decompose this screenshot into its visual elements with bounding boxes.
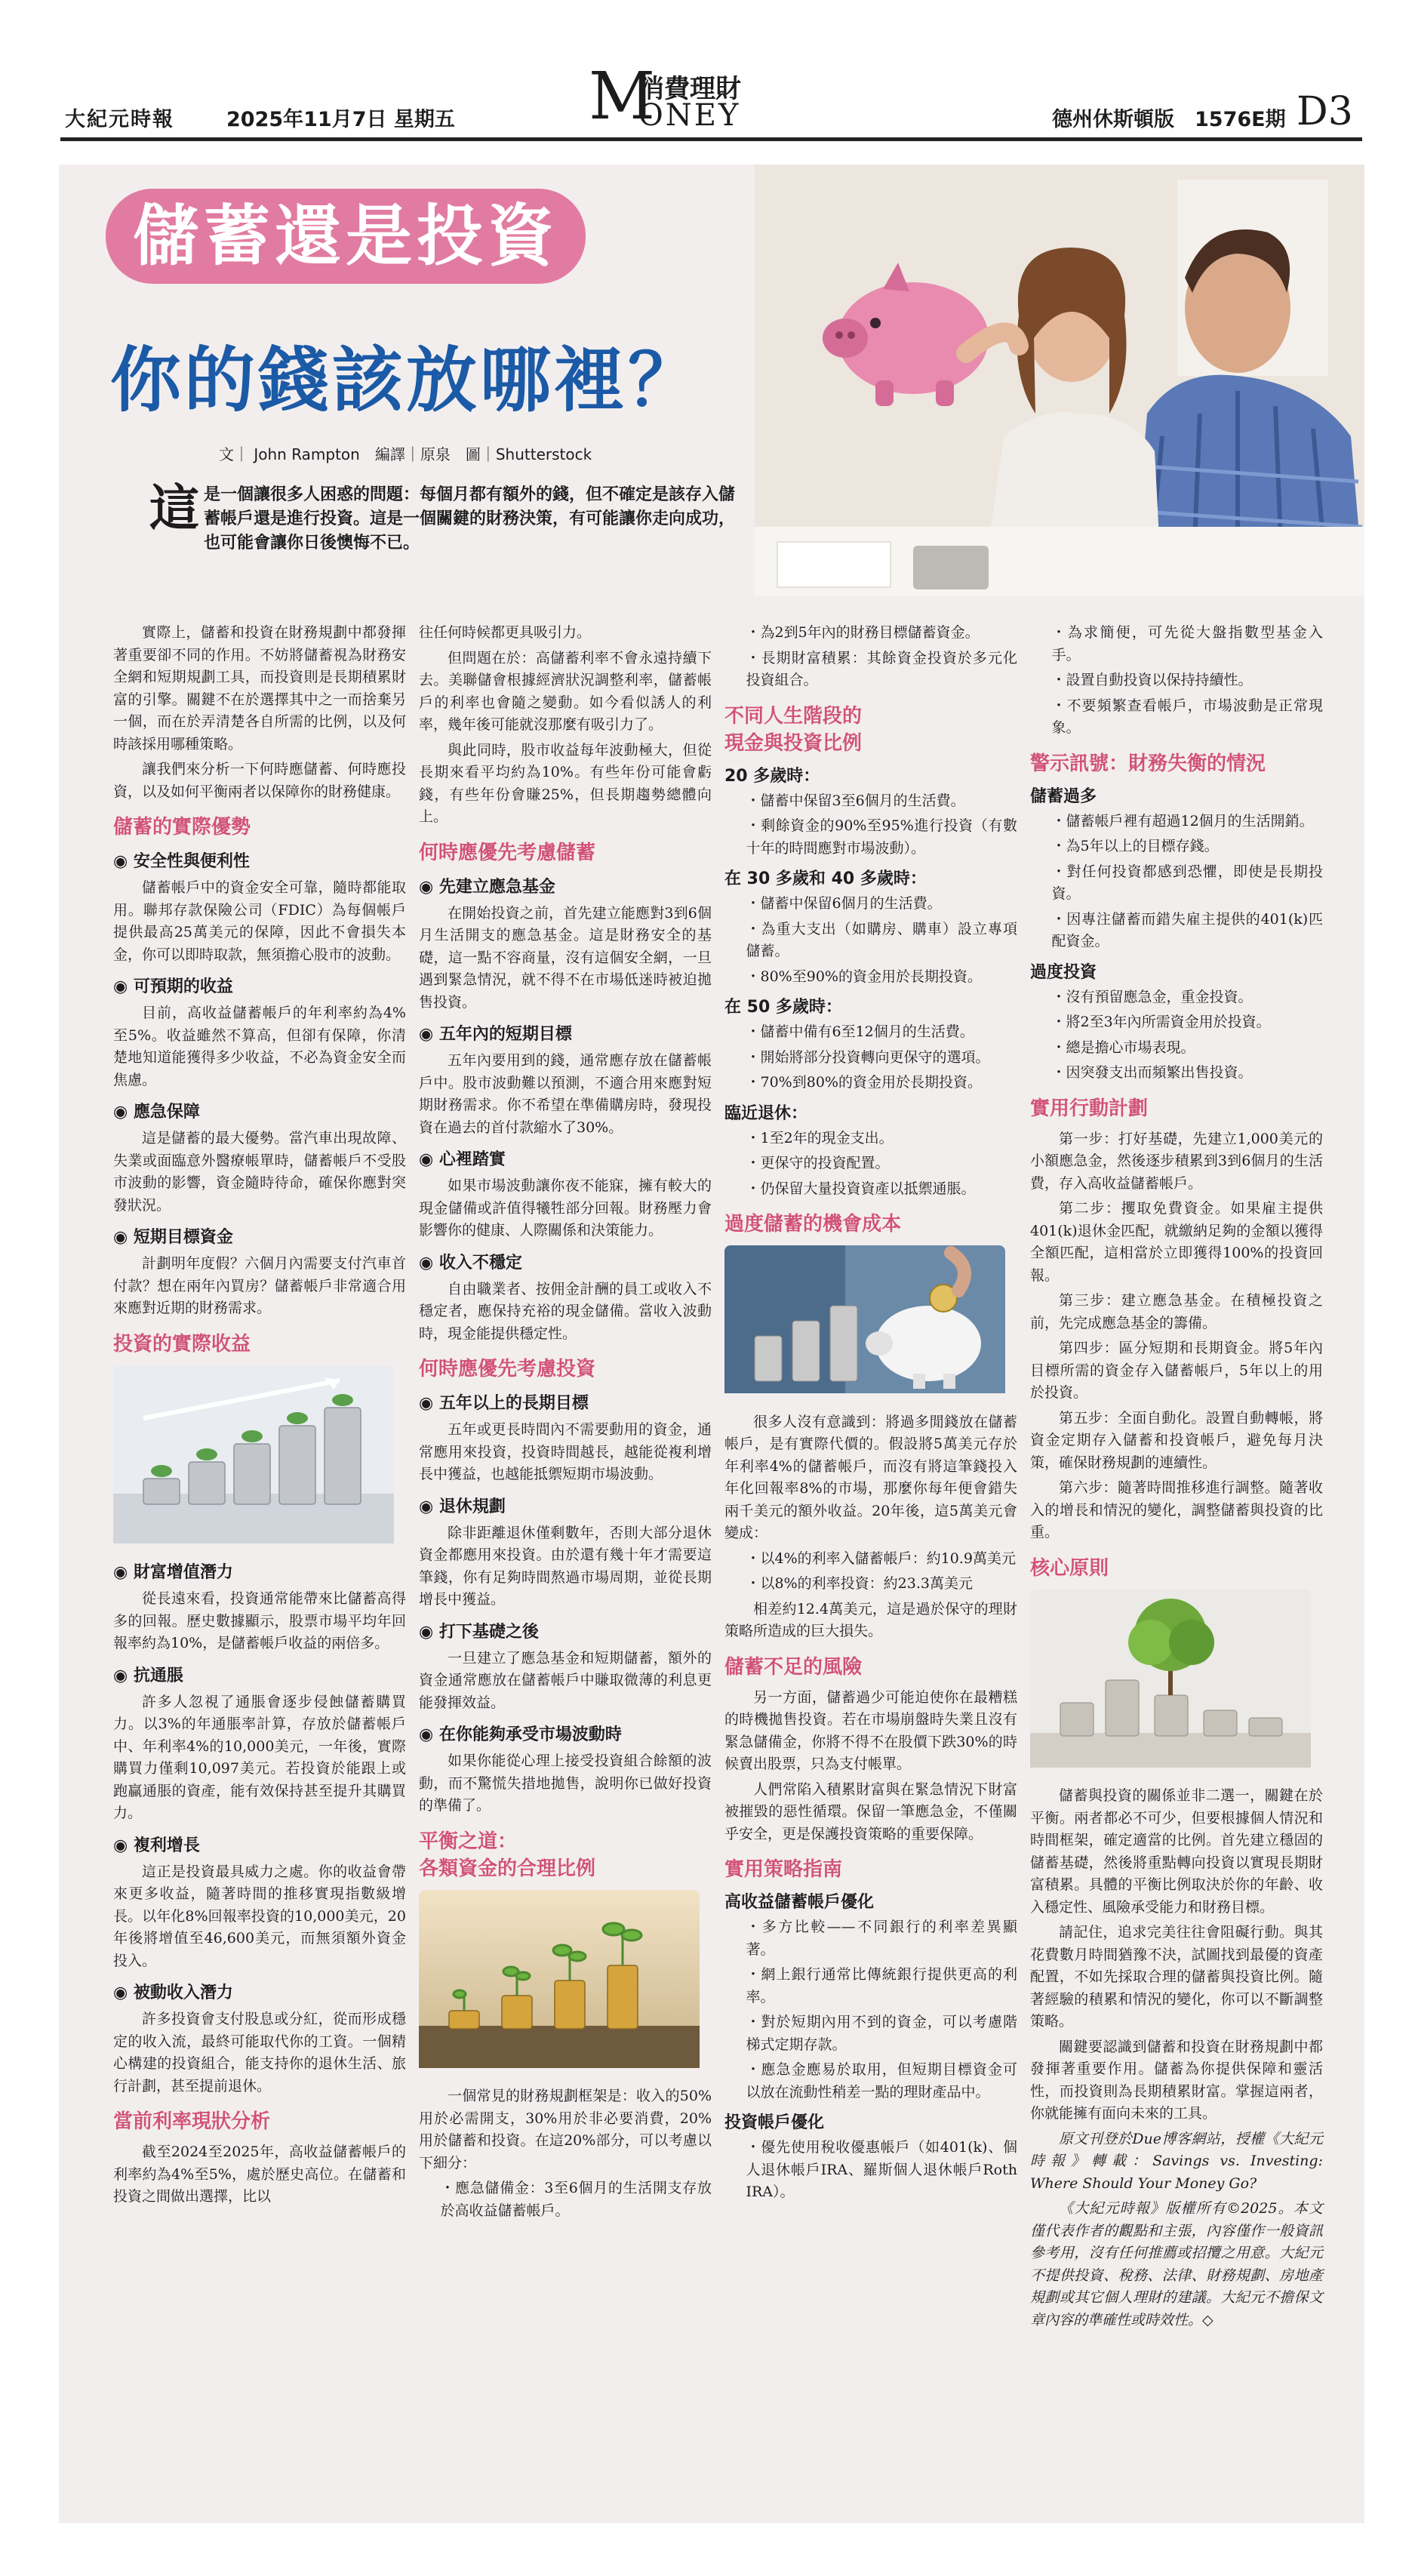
byline: 文｜ John Rampton 編譯｜原泉 圖｜Shutterstock <box>219 445 592 463</box>
paragraph: 除非距離退休僅剩數年，否則大部分退休資金都應用來投資。由於還有幾十年才需要這筆錢，你有足夠時間熬過市場周期，並從長期增長中獲益。 <box>419 1524 712 1608</box>
bullet-item: ・因突發支出而頻繁出售投資。 <box>1051 1064 1253 1081</box>
bullet-item: ・為2到5年內的財務目標儲蓄資金。 <box>746 624 980 641</box>
paragraph: 儲蓄與投資的關係並非二選一，關鍵在於平衡。兩者都必不可少，但要根據個人情況和時間框架，確定適當的比例。首先建立穩固的儲蓄基礎，然後將重點轉向投資以實現長期財富積累。具體的平衡比例取決於你的年齡、收入穩定性、風險承受能力和財務目標。 <box>1030 1787 1323 1916</box>
bullet-item: ・優先使用稅收優惠帳戶（如401(k)、個人退休帳戶IRA、羅斯個人退休帳戶Roth IRA）。 <box>746 2139 1017 2200</box>
subheading: ◉ 退休規劃 <box>419 1497 506 1516</box>
bullet-item: ・以8%的利率投資：約23.3萬美元 <box>746 1575 973 1592</box>
bullet-item: ・儲蓄中保留6個月的生活費。 <box>746 895 942 912</box>
paragraph: 這正是投資最具威力之處。你的收益會帶來更多收益，隨著時間的推移實現指數級增長。以年化8%回報率投資的10,000美元，20年後將增值至46,600美元，而無須額外資金投入。 <box>113 1863 406 1969</box>
subheading: ◉ 複利增長 <box>113 1836 200 1855</box>
paragraph: 第二步：攫取免費資金。如果雇主提供401(k)退休金匹配，就繳納足夠的金額以獲得全額匹配，這相當於立即獲得100%的投資回報。 <box>1030 1200 1323 1284</box>
paragraph: 實際上，儲蓄和投資在財務規劃中都發揮著重要卻不同的作用。不妨將儲蓄視為財務安全網和短期規劃工具，而投資則是長期積累財富的引擎。關鍵不在於選擇其中之一而捨棄另一個，而在於弄清楚各自所需的比例，以及何時該採用哪種策略。 <box>113 624 406 752</box>
bullet-item: ・儲蓄中備有6至12個月的生活費。 <box>746 1023 974 1040</box>
paragraph: 讓我們來分析一下何時應儲蓄、何時應投資，以及如何平衡兩者以保障你的財務健康。 <box>113 761 406 800</box>
paragraph: 計劃明年度假？六個月內需要支付汽車首付款？想在兩年內買房？儲蓄帳戶非常適合用來應對近期的財務需求。 <box>113 1255 406 1316</box>
bullet-item: ・為求簡便，可先從大盤指數型基金入手。 <box>1051 624 1323 663</box>
subheading: ◉ 財富增值潛力 <box>113 1563 233 1582</box>
section-heading: 平衡之道： <box>419 1830 518 1853</box>
bullet-item: ・長期財富積累：其餘資金投資於多元化投資組合。 <box>746 649 1017 688</box>
paragraph: 在開始投資之前，首先建立能應對3到6個月生活開支的應急基金。這是財務安全的基礎，這一點不容商量，沒有這個安全網，一旦遇到緊急情況，就不得不在市場低迷時被迫拋售投資。 <box>419 904 712 1011</box>
article-column-4 <box>1030 622 1323 2334</box>
section-heading: 何時應優先考慮儲蓄 <box>419 841 596 864</box>
group-heading: 高收益儲蓄帳戶優化 <box>724 1893 875 1912</box>
masthead <box>0 0 1415 136</box>
section-heading: 警示訊號：財務失衡的情況 <box>1030 752 1266 775</box>
bullet-item: ・1至2年的現金支出。 <box>746 1129 894 1146</box>
paragraph: 目前，高收益儲蓄帳戶的年利率約為4%至5%。收益雖然不算高，但卻有保障，你清楚地知道能獲得多少收益，不必為資金安全而焦慮。 <box>113 1005 406 1088</box>
bullet-item: ・以4%的利率入儲蓄帳戶：約10.9萬美元 <box>746 1550 1016 1567</box>
masthead-rule <box>60 137 1362 141</box>
tree-coins-photo <box>1030 1590 1311 1775</box>
paragraph: 第一步：打好基礎，先建立1,000美元的小額應急金，然後逐步積累到3到6個月的生活費，存入高收益儲蓄帳戶。 <box>1030 1130 1323 1192</box>
seedlings-photo <box>419 1890 700 2076</box>
paragraph: 從長遠來看，投資通常能帶來比儲蓄高得多的回報。歷史數據顯示，股票市場平均年回報率約為10%，是儲蓄帳戶收益的兩倍多。 <box>113 1590 406 1651</box>
article-column-1 <box>113 622 406 2211</box>
subheading: ◉ 五年內的短期目標 <box>419 1025 572 1044</box>
subheading: ◉ 短期目標資金 <box>113 1228 233 1247</box>
section-heading: 現金與投資比例 <box>724 731 863 755</box>
bullet-item: ・對於短期內用不到的資金，可以考慮階梯式定期存款。 <box>746 2014 1017 2053</box>
group-heading: 儲蓄過多 <box>1030 786 1097 806</box>
bullet-item: ・對任何投資都感到恐懼，即使是長期投資。 <box>1051 863 1323 902</box>
section-heading: 實用策略指南 <box>724 1858 843 1881</box>
page-number: D3 <box>1297 89 1353 134</box>
headline-primary: 儲蓄還是投資 <box>106 189 586 284</box>
publication-date: 2025年11月7日 星期五 <box>226 108 455 131</box>
bullet-item: ・為5年以上的目標存錢。 <box>1051 838 1219 854</box>
section-heading: 儲蓄不足的風險 <box>724 1655 863 1679</box>
paragraph: 自由職業者、按佣金計酬的員工或收入不穩定者，應保持充裕的現金儲備。當收入波動時，現金能提供穩定性。 <box>419 1280 712 1342</box>
edition-label: 德州休斯頓版 1576E期 <box>1052 108 1286 131</box>
bullet-item: ・80%至90%的資金用於長期投資。 <box>746 968 982 985</box>
money-tree-illustration <box>1030 1590 1311 1768</box>
section-heading: 儲蓄的實際優勢 <box>113 816 251 839</box>
bullet-item: ・網上銀行通常比傳統銀行提供更高的利率。 <box>746 1966 1017 2005</box>
article-column-3 <box>724 622 1017 2207</box>
bullet-item: ・應急金應易於取用，但短期目標資金可以放在流動性稍差一點的理財產品中。 <box>746 2061 1017 2101</box>
subheading: ◉ 五年以上的長期目標 <box>419 1394 589 1413</box>
bullet-item: ・70%到80%的資金用於長期投資。 <box>746 1074 982 1091</box>
piggy-bank-coins-illustration <box>724 1245 1005 1393</box>
group-heading: 在 30 多歲和 40 多歲時： <box>724 869 927 888</box>
paragraph: 截至2024至2025年，高收益儲蓄帳戶的利率約為4%至5%，處於歷史高位。在儲蓄和投資之間做出選擇，比以 <box>113 2144 406 2205</box>
paragraph: 如果市場波動讓你夜不能寐，擁有較大的現金儲備或許值得犧牲部分回報。財務壓力會影響你的健康、人際關係和決策能力。 <box>419 1177 712 1239</box>
bullet-item: ・應急儲備金：3至6個月的生活開支存放於高收益儲蓄帳戶。 <box>440 2180 712 2219</box>
paragraph: 第五步：全面自動化。設置自動轉帳，將資金定期存入儲蓄和投資帳戶，避免每月決策，確保財務規劃的連續性。 <box>1030 1409 1323 1471</box>
paragraph: 但問題在於：高儲蓄利率不會永遠持續下去。美聯儲會根據經濟狀況調整利率，儲蓄帳戶的利率也會隨之變動。如今看似誘人的利率，幾年後可能就沒那麼有吸引力了。 <box>419 649 712 733</box>
section-heading: 不同人生階段的 <box>724 704 863 728</box>
section-heading: 何時應優先考慮投資 <box>419 1358 596 1380</box>
group-heading: 臨近退休： <box>724 1103 808 1123</box>
seedling-coins-illustration <box>419 1890 700 2068</box>
paragraph: 許多人忽視了通脹會逐步侵蝕儲蓄購買力。以3%的年通脹率計算，存放於儲蓄帳戶中、年利率4%的10,000美元，一年後，實際購買力僅剩10,097美元。若投資於能跟上或跑贏通脹的資產，能有效保持甚至提升其購買力。 <box>113 1693 406 1821</box>
lede-paragraph <box>149 479 738 556</box>
group-heading: 20 多歲時： <box>724 766 820 786</box>
section-heading: 當前利率現狀分析 <box>113 2110 271 2133</box>
section-name-cn: 消費理財 <box>638 74 741 104</box>
group-heading: 投資帳戶優化 <box>724 2113 825 2132</box>
section-heading: 核心原則 <box>1030 1556 1109 1580</box>
bullet-item: ・儲蓄中保留3至6個月的生活費。 <box>746 792 965 809</box>
paragraph: 五年或更長時間內不需要動用的資金，通常應用來投資，投資時間越長，越能從複利增長中獲益，也越能抵禦短期市場波動。 <box>419 1421 712 1482</box>
couple-piggy-bank-illustration <box>755 165 1364 596</box>
section-heading: 各類資金的合理比例 <box>419 1857 596 1880</box>
bullet-item: ・設置自動投資以保持持續性。 <box>1051 672 1253 688</box>
subheading: ◉ 抗通脹 <box>113 1666 183 1685</box>
group-heading: 在 50 多歲時： <box>724 998 842 1017</box>
bullet-item: ・不要頻繁查看帳戶，市場波動是正常現象。 <box>1051 697 1323 736</box>
bullet-item: ・更保守的投資配置。 <box>746 1155 890 1171</box>
subheading: ◉ 打下基礎之後 <box>419 1622 539 1642</box>
subheading: ◉ 應急保障 <box>113 1103 200 1122</box>
subheading: ◉ 在你能夠承受市場波動時 <box>419 1725 622 1744</box>
subheading: ◉ 被動收入潛力 <box>113 1984 233 2002</box>
section-name-en: ONEY <box>638 98 741 133</box>
subheading: ◉ 收入不穩定 <box>419 1253 522 1273</box>
section-heading: 投資的實際收益 <box>113 1332 251 1356</box>
coin-growth-illustration <box>113 1365 394 1543</box>
bullet-item: ・沒有預留應急金，重金投資。 <box>1051 988 1253 1005</box>
drop-cap: 這 <box>149 479 199 537</box>
bullet-item: ・將2至3年內所需資金用於投資。 <box>1051 1014 1271 1030</box>
paragraph: 與此同時，股市收益每年波動極大，但從長期來看平均約為10%。有些年份可能會虧錢，有些年份會賺25%，但長期趨勢總體向上。 <box>419 741 712 825</box>
headline-secondary: 你的錢該放哪裡？ <box>110 340 703 422</box>
piggy-coins-photo <box>724 1245 1005 1401</box>
paragraph: 這是儲蓄的最大優勢。當汽車出現故障、失業或面臨意外醫療帳單時，儲蓄帳戶不受股市波動的影響，資金隨時待命，確保你應對突發狀況。 <box>113 1130 406 1214</box>
paragraph: 相差約12.4萬美元，這是過於保守的理財策略所造成的巨大損失。 <box>724 1600 1017 1639</box>
section-heading: 實用行動計劃 <box>1030 1097 1149 1120</box>
paragraph: 往任何時候都更具吸引力。 <box>419 624 592 641</box>
paragraph: 人們常陷入積累財富與在緊急情況下財富被摧毀的惡性循環。保留一筆應急金，不僅關乎安全，更是保護投資策略的重要保障。 <box>724 1780 1017 1842</box>
lede-text: 是一個讓很多人困惑的問題：每個月都有額外的錢，但不確定是該存入儲蓄帳戶還是進行投資。這是一個關鍵的財務決策，有可能讓你走向成功，也可能會讓你日後懊悔不已。 <box>204 485 736 552</box>
coin-stacks-photo <box>113 1365 394 1551</box>
newspaper-brand: 大紀元時報 <box>65 108 174 131</box>
hero-photo <box>755 165 1364 596</box>
subheading: ◉ 可預期的收益 <box>113 977 233 996</box>
bullet-item: ・總是擔心市場表現。 <box>1051 1039 1195 1056</box>
section-letter: M <box>589 59 656 134</box>
paragraph: 關鍵要認識到儲蓄和投資在財務規劃中都發揮著重要作用。儲蓄為你提供保障和靈活性，而投資則為長期積累財富。掌握這兩者，你就能擁有面向未來的工具。 <box>1030 2038 1323 2122</box>
paragraph: 第三步：建立應急基金。在積極投資之前，先完成應急基金的籌備。 <box>1030 1292 1323 1331</box>
paragraph: 第六步：隨著時間推移進行調整。隨著收入的增長和情況的變化，調整儲蓄與投資的比重。 <box>1030 1479 1323 1540</box>
bullet-item: ・儲蓄帳戶裡有超過12個月的生活開銷。 <box>1051 812 1314 829</box>
paragraph: 五年內要用到的錢，通常應存放在儲蓄帳戶中。股市波動難以預測，不適合用來應對短期財務需求。你不希望在準備購房時，發現投資在過去的首付款縮水了30%。 <box>419 1052 712 1136</box>
paragraph: 許多投資會支付股息或分紅，從而形成穩定的收入流，最終可能取代你的工資。一個精心構建的投資組合，能支持你的退休生活、旅行計劃，甚至提前退休。 <box>113 2011 406 2094</box>
article-column-2 <box>419 622 712 2225</box>
subheading: ◉ 安全性與便利性 <box>113 852 250 871</box>
paragraph: 請記住，追求完美往往會阻礙行動。與其花費數月時間猶豫不決，試圖找到最優的資產配置，不如先採取合理的儲蓄與投資比例。隨著經驗的積累和情況的變化，你可以不斷調整策略。 <box>1030 1924 1323 2030</box>
subheading: ◉ 先建立應急基金 <box>419 877 555 897</box>
paragraph: 一旦建立了應急基金和短期儲蓄，額外的資金通常應放在儲蓄帳戶中賺取微薄的利息更能發揮效益。 <box>419 1649 712 1711</box>
group-heading: 過度投資 <box>1030 962 1097 982</box>
bullet-item: ・為重大支出（如購房、購車）設立專項儲蓄。 <box>746 920 1017 959</box>
copyright-note: 《大紀元時報》版權所有©2025。本文僅代表作者的觀點和主張，內容僅作一般資訊參考用，沒有任何推薦或招攬之用意。大紀元不提供投資、稅務、法律、財務規劃、房地產規劃或其它個人理財的建議。大紀元不擔保文章內容的準確性或時效性。◇ <box>1030 2200 1323 2328</box>
paragraph: 如果你能從心理上接受投資組合餘額的波動，而不驚慌失措地拋售，說明你已做好投資的準備了。 <box>419 1753 712 1814</box>
bullet-item: ・仍保留大量投資資產以抵禦通脹。 <box>746 1180 976 1197</box>
bullet-item: ・剩餘資金的90%至95%進行投資（有數十年的時間應對市場波動）。 <box>746 817 1017 857</box>
subheading: ◉ 心裡踏實 <box>419 1150 506 1169</box>
bullet-item: ・因專注儲蓄而錯失雇主提供的401(k)匹配資金。 <box>1051 910 1323 949</box>
bullet-item: ・開始將部分投資轉向更保守的選項。 <box>746 1048 990 1066</box>
section-heading: 過度儲蓄的機會成本 <box>724 1213 902 1236</box>
paragraph: 一個常見的財務規劃框架是：收入的50%用於必需開支，30%用於非必要消費，20%用於儲蓄和投資。在這20%部分，可以考慮以下細分： <box>419 2088 712 2171</box>
section-logo <box>589 59 785 134</box>
paragraph: 儲蓄帳戶中的資金安全可靠，隨時都能取用。聯邦存款保險公司（FDIC）為每個帳戶提供最高25萬美元的保障，因此不會損失本金，你可以即時取款，無須擔心股市的波動。 <box>113 879 406 963</box>
paragraph: 第四步：區分短期和長期資金。將5年內目標所需的資金存入儲蓄帳戶，5年以上的用於投資。 <box>1030 1340 1323 1401</box>
bullet-item: ・多方比較——不同銀行的利率差異顯著。 <box>746 1919 1017 1958</box>
paragraph: 另一方面，儲蓄過少可能迫使你在最糟糕的時機拋售投資。若在市場崩盤時失業且沒有緊急儲備金，你將不得不在股價下跌30%的時候賣出股票，只為支付帳單。 <box>724 1688 1017 1772</box>
paragraph: 很多人沒有意識到：將過多閒錢放在儲蓄帳戶，是有實際代價的。假設將5萬美元存於年利率4%的儲蓄帳戶，而沒有將這筆錢投入年化回報率8%的市場，那麼你每年便會錯失兩千美元的額外收益。20年後，這5萬美元會變成： <box>724 1413 1017 1541</box>
source-note: 原文刊登於Due博客網站，授權《大紀元時報》轉載：Savings vs. Investing: Where Should Your Money Go? <box>1030 2130 1323 2192</box>
